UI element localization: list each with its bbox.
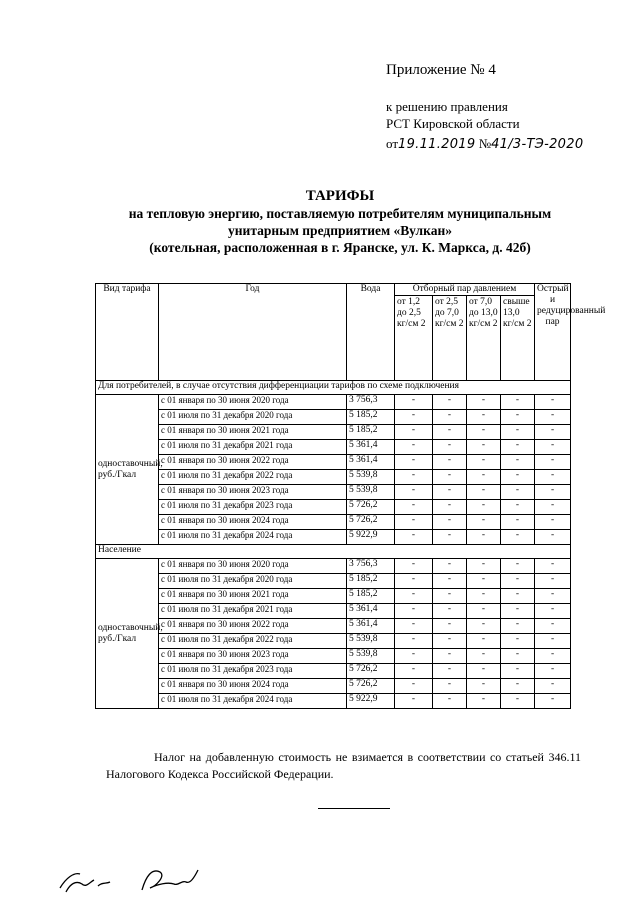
period-cell: с 01 июля по 31 декабря 2021 года (159, 604, 347, 619)
table-row (96, 604, 571, 619)
water-value: 5 361,4 (347, 619, 395, 634)
sharp-steam-value: - (535, 530, 571, 545)
steam-1-value: - (395, 589, 433, 604)
steam-3-value: - (467, 455, 501, 470)
header-steam-1: от 1,2 до 2,5 кг/см 2 (395, 296, 433, 381)
steam-2-value: - (433, 694, 467, 709)
header-year: Год (159, 284, 347, 381)
table-row (96, 515, 571, 530)
steam-4-value: - (501, 470, 535, 485)
table-row (96, 485, 571, 500)
table-row (96, 694, 571, 709)
period-cell: с 01 июля по 31 декабря 2024 года (159, 530, 347, 545)
steam-1-value: - (395, 574, 433, 589)
period-cell: с 01 января по 30 июня 2020 года (159, 395, 347, 410)
steam-2-value: - (433, 679, 467, 694)
steam-4-value: - (501, 634, 535, 649)
steam-2-value: - (433, 559, 467, 574)
steam-3-value: - (467, 574, 501, 589)
steam-2-value: - (433, 515, 467, 530)
table-row (96, 455, 571, 470)
table-row (96, 679, 571, 694)
sharp-steam-value: - (535, 664, 571, 679)
steam-3-value: - (467, 425, 501, 440)
steam-3-value: - (467, 485, 501, 500)
steam-4-value: - (501, 485, 535, 500)
section-row (96, 381, 571, 395)
table-row (96, 425, 571, 440)
sharp-steam-value: - (535, 604, 571, 619)
steam-3-value: - (467, 664, 501, 679)
steam-2-value: - (433, 410, 467, 425)
steam-1-value: - (395, 664, 433, 679)
table-row (96, 619, 571, 634)
sharp-steam-value: - (535, 559, 571, 574)
water-value: 5 922,9 (347, 530, 395, 545)
steam-1-value: - (395, 455, 433, 470)
period-cell: с 01 января по 30 июня 2023 года (159, 485, 347, 500)
steam-4-value: - (501, 694, 535, 709)
decision-line-1: к решению правления (386, 99, 508, 114)
water-value: 5 185,2 (347, 589, 395, 604)
water-value: 3 756,3 (347, 559, 395, 574)
table-row (96, 440, 571, 455)
steam-1-value: - (395, 500, 433, 515)
sharp-steam-value: - (535, 440, 571, 455)
period-cell: с 01 июля по 31 декабря 2022 года (159, 470, 347, 485)
water-value: 5 726,2 (347, 500, 395, 515)
title-line-1: ТАРИФЫ (305, 188, 375, 204)
water-value: 5 922,9 (347, 694, 395, 709)
steam-3-value: - (467, 515, 501, 530)
steam-3-value: - (467, 589, 501, 604)
table-row (96, 559, 571, 574)
steam-1-value: - (395, 649, 433, 664)
tariff-kind: одноставочный, руб./Гкал (96, 559, 159, 709)
steam-1-value: - (395, 604, 433, 619)
period-cell: с 01 января по 30 июня 2023 года (159, 649, 347, 664)
steam-1-value: - (395, 634, 433, 649)
sharp-steam-value: - (535, 425, 571, 440)
water-value: 5 726,2 (347, 515, 395, 530)
period-cell: с 01 июля по 31 декабря 2023 года (159, 500, 347, 515)
steam-1-value: - (395, 619, 433, 634)
sharp-steam-value: - (535, 500, 571, 515)
table-row (96, 664, 571, 679)
header-water: Вода (347, 284, 395, 381)
period-cell: с 01 января по 30 июня 2021 года (159, 589, 347, 604)
signature-image (56, 858, 216, 903)
table-row (96, 634, 571, 649)
water-value: 5 539,8 (347, 485, 395, 500)
sharp-steam-value: - (535, 395, 571, 410)
period-cell: с 01 июля по 31 декабря 2021 года (159, 440, 347, 455)
steam-2-value: - (433, 634, 467, 649)
sharp-steam-value: - (535, 574, 571, 589)
steam-1-value: - (395, 440, 433, 455)
steam-4-value: - (501, 589, 535, 604)
water-value: 5 185,2 (347, 425, 395, 440)
separator-line (318, 808, 390, 809)
tariff-kind: одноставочный, руб./Гкал (96, 395, 159, 545)
steam-3-value: - (467, 440, 501, 455)
sharp-steam-value: - (535, 649, 571, 664)
steam-3-value: - (467, 649, 501, 664)
header-steam-2: от 2,5 до 7,0 кг/см 2 (433, 296, 467, 381)
water-value: 5 539,8 (347, 649, 395, 664)
period-cell: с 01 июля по 31 декабря 2020 года (159, 574, 347, 589)
period-cell: с 01 июля по 31 декабря 2020 года (159, 410, 347, 425)
steam-3-value: - (467, 604, 501, 619)
steam-4-value: - (501, 395, 535, 410)
appendix-label: Приложение № 4 (386, 62, 496, 78)
steam-2-value: - (433, 395, 467, 410)
steam-3-value: - (467, 500, 501, 515)
water-value: 5 539,8 (347, 470, 395, 485)
steam-3-value: - (467, 559, 501, 574)
steam-1-value: - (395, 515, 433, 530)
decision-number-label: № (478, 136, 492, 151)
period-cell: с 01 января по 30 июня 2024 года (159, 679, 347, 694)
steam-2-value: - (433, 530, 467, 545)
steam-3-value: - (467, 619, 501, 634)
steam-3-value: - (467, 410, 501, 425)
steam-3-value: - (467, 470, 501, 485)
table-row (96, 395, 571, 410)
title-line-2: на тепловую энергию, поставляемую потребителям муниципальным (128, 206, 552, 221)
water-value: 5 361,4 (347, 440, 395, 455)
decision-date: 19.11.2019 (398, 137, 476, 152)
header-steam-4: свыше 13,0 кг/см 2 (501, 296, 535, 381)
document-title (90, 188, 590, 256)
tariff-table (95, 283, 606, 709)
sharp-steam-value: - (535, 410, 571, 425)
sharp-steam-value: - (535, 694, 571, 709)
steam-2-value: - (433, 470, 467, 485)
sharp-steam-value: - (535, 515, 571, 530)
steam-1-value: - (395, 559, 433, 574)
steam-1-value: - (395, 679, 433, 694)
decision-line-2: РСТ Кировской области (386, 116, 520, 131)
water-value: 5 539,8 (347, 634, 395, 649)
decision-ref-line (386, 136, 583, 152)
vat-note: Налог на добавленную стоимость не взимается в соответствии со статьей 346.11 Налогового Кодекса Российской Федерации. (106, 750, 581, 781)
steam-1-value: - (395, 530, 433, 545)
steam-2-value: - (433, 455, 467, 470)
steam-2-value: - (433, 649, 467, 664)
steam-4-value: - (501, 410, 535, 425)
table-header-row (96, 284, 571, 296)
title-line-3: унитарным предприятием «Вулкан» (228, 223, 452, 238)
period-cell: с 01 января по 30 июня 2022 года (159, 619, 347, 634)
table-row (96, 589, 571, 604)
steam-2-value: - (433, 500, 467, 515)
steam-1-value: - (395, 425, 433, 440)
section-title: Для потребителей, в случае отсутствия дифференциации тарифов по схеме подключения (96, 381, 571, 395)
sharp-steam-value: - (535, 455, 571, 470)
period-cell: с 01 января по 30 июня 2021 года (159, 425, 347, 440)
section-title: Население (96, 545, 571, 559)
water-value: 5 361,4 (347, 455, 395, 470)
steam-3-value: - (467, 530, 501, 545)
table-row (96, 574, 571, 589)
steam-3-value: - (467, 694, 501, 709)
decision-from-label: от (386, 136, 399, 151)
period-cell: с 01 января по 30 июня 2022 года (159, 455, 347, 470)
section-row (96, 545, 571, 559)
steam-2-value: - (433, 425, 467, 440)
sharp-steam-value: - (535, 485, 571, 500)
water-value: 5 726,2 (347, 664, 395, 679)
steam-4-value: - (501, 679, 535, 694)
period-cell: с 01 января по 30 июня 2020 года (159, 559, 347, 574)
steam-4-value: - (501, 559, 535, 574)
sharp-steam-value: - (535, 679, 571, 694)
steam-4-value: - (501, 619, 535, 634)
sharp-steam-value: - (535, 634, 571, 649)
steam-4-value: - (501, 649, 535, 664)
steam-4-value: - (501, 515, 535, 530)
table-row (96, 410, 571, 425)
water-value: 3 756,3 (347, 395, 395, 410)
table-row (96, 470, 571, 485)
period-cell: с 01 июля по 31 декабря 2023 года (159, 664, 347, 679)
header-steam-3: от 7,0 до 13,0 кг/см 2 (467, 296, 501, 381)
steam-3-value: - (467, 679, 501, 694)
period-cell: с 01 июля по 31 декабря 2022 года (159, 634, 347, 649)
steam-2-value: - (433, 574, 467, 589)
steam-4-value: - (501, 604, 535, 619)
steam-4-value: - (501, 500, 535, 515)
steam-4-value: - (501, 440, 535, 455)
steam-2-value: - (433, 589, 467, 604)
steam-2-value: - (433, 604, 467, 619)
steam-4-value: - (501, 574, 535, 589)
steam-1-value: - (395, 694, 433, 709)
steam-2-value: - (433, 485, 467, 500)
water-value: 5 726,2 (347, 679, 395, 694)
steam-1-value: - (395, 470, 433, 485)
table-row (96, 500, 571, 515)
table-row (96, 530, 571, 545)
header-kind: Вид тарифа (96, 284, 159, 381)
steam-4-value: - (501, 425, 535, 440)
steam-1-value: - (395, 485, 433, 500)
water-value: 5 361,4 (347, 604, 395, 619)
steam-4-value: - (501, 664, 535, 679)
steam-2-value: - (433, 619, 467, 634)
steam-4-value: - (501, 530, 535, 545)
steam-2-value: - (433, 440, 467, 455)
period-cell: с 01 января по 30 июня 2024 года (159, 515, 347, 530)
header-sharp-steam: Острый и редуцированный пар (535, 284, 571, 381)
water-value: 5 185,2 (347, 574, 395, 589)
title-line-4: (котельная, расположенная в г. Яранске, ул. К. Маркса, д. 42б) (149, 240, 531, 255)
steam-4-value: - (501, 455, 535, 470)
water-value: 5 185,2 (347, 410, 395, 425)
decision-number: 41/3-ТЭ-2020 (491, 137, 584, 152)
table-row (96, 649, 571, 664)
period-cell: с 01 июля по 31 декабря 2024 года (159, 694, 347, 709)
steam-1-value: - (395, 395, 433, 410)
steam-3-value: - (467, 395, 501, 410)
sharp-steam-value: - (535, 589, 571, 604)
steam-3-value: - (467, 634, 501, 649)
sharp-steam-value: - (535, 619, 571, 634)
steam-2-value: - (433, 664, 467, 679)
steam-1-value: - (395, 410, 433, 425)
sharp-steam-value: - (535, 470, 571, 485)
header-steam: Отборный пар давлением (395, 284, 535, 296)
